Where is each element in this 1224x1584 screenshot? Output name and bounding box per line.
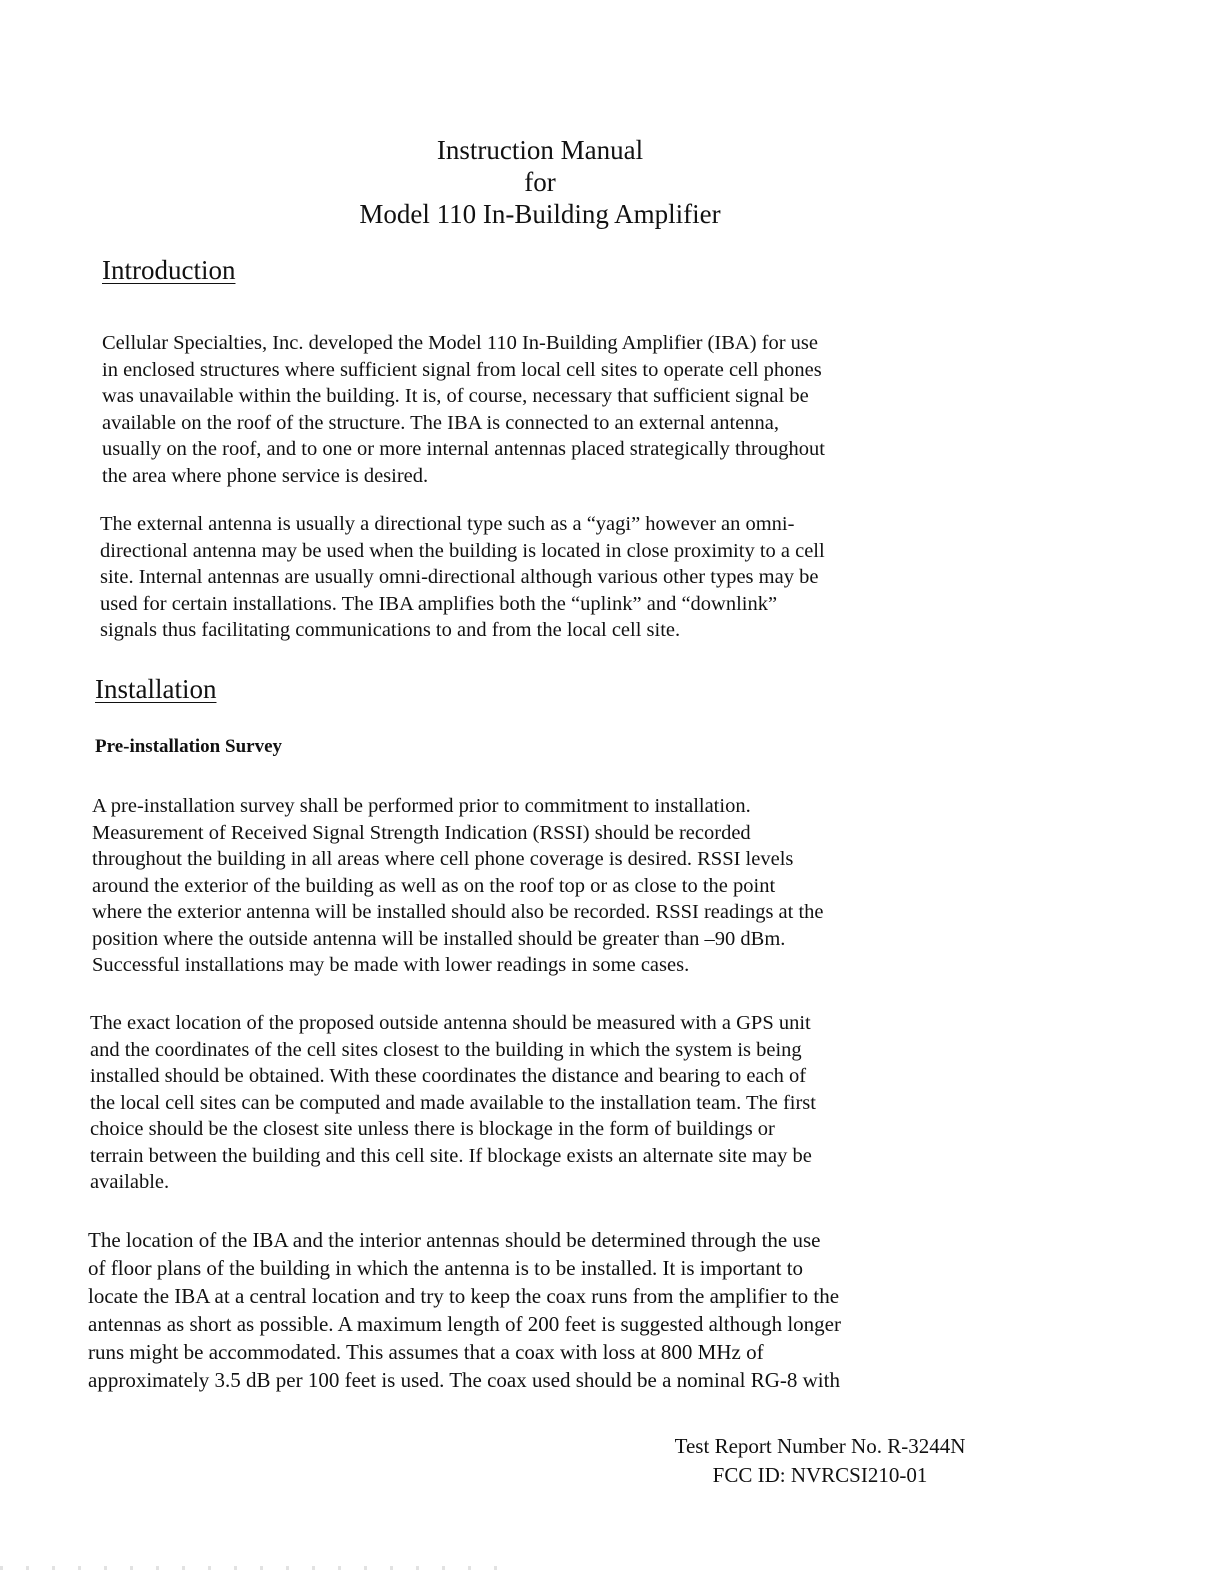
text-line: in enclosed structures where sufficient signal from local cell sites to operate cell phones: [102, 358, 822, 381]
text-line: throughout the building in all areas where cell phone coverage is desired. RSSI levels: [92, 848, 794, 870]
test-report-number: Test Report Number No. R-3244N: [674, 1434, 966, 1458]
text-line: and the coordinates of the cell sites closest to the building in which the system is being: [90, 1038, 802, 1061]
page-footer: [640, 1432, 1000, 1490]
text-line: used for certain installations. The IBA amplifies both the “uplink” and “downlink”: [100, 592, 778, 615]
text-line: installed should be obtained. With these coordinates the distance and bearing to each of: [90, 1065, 807, 1087]
title-line-2: for: [524, 167, 556, 197]
text-line: approximately 3.5 dB per 100 feet is used. The coax used should be a nominal RG-8 with: [88, 1368, 840, 1392]
text-line: Successful installations may be made with lower readings in some cases.: [92, 954, 690, 976]
text-line: The exact location of the proposed outside antenna should be measured with a GPS unit: [90, 1012, 811, 1034]
text-line: A pre-installation survey shall be performed prior to commitment to installation.: [92, 795, 751, 817]
text-line: The external antenna is usually a directional type such as a “yagi” however an omni-: [100, 513, 795, 535]
text-line: directional antenna may be used when the building is located in close proximity to a cell: [100, 539, 825, 562]
introduction-paragraph-2: [100, 511, 825, 644]
survey-paragraph-1: [92, 793, 824, 979]
introduction-heading: Introduction: [102, 255, 236, 285]
text-line: choice should be the closest site unless there is blockage in the form of buildings or: [90, 1118, 775, 1140]
survey-paragraph-2: [90, 1010, 816, 1196]
title-line-1: Instruction Manual: [436, 135, 644, 165]
fcc-id: FCC ID: NVRCSI210-01: [712, 1463, 928, 1487]
text-line: The location of the IBA and the interior antennas should be determined through the use: [88, 1228, 821, 1252]
text-line: terrain between the building and this cell site. If blockage exists an alternate site may be: [90, 1144, 812, 1167]
text-line: the area where phone service is desired.: [102, 464, 429, 487]
pre-installation-survey-subheading: Pre-installation Survey: [95, 736, 283, 757]
text-line: signals thus facilitating communications to and from the local cell site.: [100, 619, 681, 641]
text-line: where the exterior antenna will be installed should also be recorded. RSSI readings at the: [92, 901, 824, 923]
text-line: Cellular Specialties, Inc. developed the Model 110 In-Building Amplifier (IBA) for use: [102, 332, 818, 354]
text-line: of floor plans of the building in which the antenna is to be installed. It is important to: [88, 1256, 804, 1280]
introduction-paragraph-1: [102, 330, 825, 489]
survey-paragraph-3: [88, 1226, 841, 1394]
text-line: available.: [90, 1171, 170, 1193]
text-line: antennas as short as possible. A maximum length of 200 feet is suggested although longer: [88, 1312, 841, 1336]
text-line: locate the IBA at a central location and try to keep the coax runs from the amplifier to the: [88, 1284, 840, 1308]
text-line: available on the roof of the structure. The IBA is connected to an external antenna,: [102, 411, 780, 434]
text-line: runs might be accommodated. This assumes that a coax with loss at 800 MHz of: [88, 1340, 764, 1364]
text-line: was unavailable within the building. It is, of course, necessary that sufficient signal be: [102, 385, 809, 407]
document-title: [0, 134, 1080, 230]
text-line: usually on the roof, and to one or more internal antennas placed strategically throughout: [102, 438, 825, 460]
installation-heading: Installation: [95, 674, 217, 704]
text-line: the local cell sites can be computed and made available to the installation team. The first: [90, 1091, 816, 1114]
title-line-3: Model 110 In-Building Amplifier: [359, 199, 721, 229]
text-line: around the exterior of the building as well as on the roof top or as close to the point: [92, 874, 776, 897]
text-line: site. Internal antennas are usually omni-directional although various other types may be: [100, 566, 819, 588]
text-line: Measurement of Received Signal Strength Indication (RSSI) should be recorded: [92, 821, 751, 844]
scan-artifact: [0, 1566, 520, 1570]
text-line: position where the outside antenna will be installed should be greater than –90 dBm.: [92, 927, 786, 950]
